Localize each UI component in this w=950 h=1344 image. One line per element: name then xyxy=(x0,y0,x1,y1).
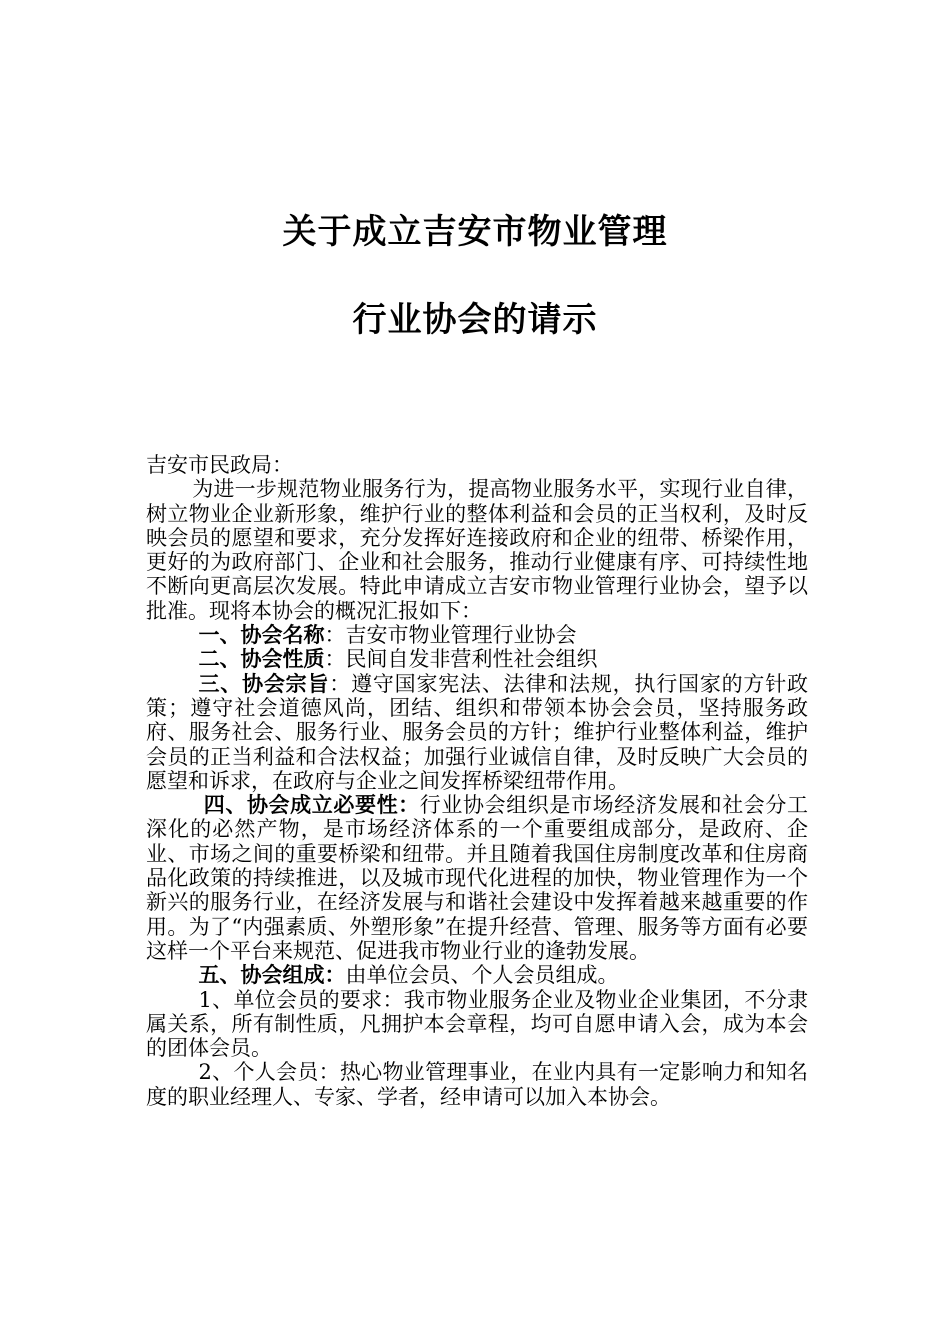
section-text: ：吉安市物业管理行业协会 xyxy=(324,623,577,648)
salutation: 吉安市民政局： xyxy=(146,453,293,477)
section-nature xyxy=(146,647,808,671)
section-text: 由单位会员、个人会员组成。 xyxy=(345,963,619,988)
section-necessity xyxy=(146,793,808,963)
member-requirement-unit: 1、单位会员的要求：我市物业服务企业及物业企业集团，不分隶属关系，所有制性质，凡拥护本会章程，均可自愿申请入会，成为本会的团体会员。 xyxy=(146,987,808,1061)
intro-paragraph: 为进一步规范物业服务行为，提高物业服务水平，实现行业自律，树立物业企业新形象，维护行业的整体利益和会员的正当权利，及时反映会员的愿望和要求，充分发挥好连接政府和企业的纽带、桥梁作用，更好的为政府部门、企业和社会服务，推动行业健康有序、可持续性地不断向更高层次发展。特此申请成立吉安市物业管理行业协会，望予以批准。现将本协会的概况汇报如下： xyxy=(146,477,808,623)
section-text: ：民间自发非营利性社会组织 xyxy=(324,647,598,672)
section-purpose xyxy=(146,672,808,793)
section-heading: 一、协会名称 xyxy=(198,623,325,648)
section-heading: 四、协会成立必要性： xyxy=(203,793,420,818)
section-heading: 五、协会组成： xyxy=(198,963,346,988)
member-requirement-individual: 2、个人会员：热心物业管理事业，在业内具有一定影响力和知名度的职业经理人、专家、学者，经申请可以加入本协会。 xyxy=(146,1060,808,1109)
section-text: 行业协会组织是市场经济发展和社会分工深化的必然产物，是市场经济体系的一个重要组成部分，是政府、企业、市场之间的重要桥梁和纽带。并且随着我国住房制度改革和住房商品化政策的持续推进，以及城市现代化进程的加快，物业管理作为一个新兴的服务行业，在经济发展与和谐社会建设中发挥着越来越重要的作用。为了“内强素质、外塑形象”在提升经营、管理、服务等方面有必要这样一个平台来规范、促进我市物业行业的逢勃发展。 xyxy=(146,793,809,963)
document-title-line-2: 行业协会的请示 xyxy=(352,300,598,340)
document-body xyxy=(146,453,808,1109)
section-name xyxy=(146,623,808,647)
section-composition xyxy=(146,963,808,987)
document-title-line-1: 关于成立吉安市物业管理 xyxy=(282,212,668,252)
section-heading: 三、协会宗旨 xyxy=(198,671,330,696)
section-text: ：遵守国家宪法、法律和法规，执行国家的方针政策；遵守社会道德风尚，团结、组织和带领本协会会员，坚持服务政府、服务社会、服务行业、服务会员的方针；维护行业整体利益，维护会员的正当利益和合法权益；加强行业诚信自律，及时反映广大会员的愿望和诉求，在政府与企业之间发挥桥梁纽带作用。 xyxy=(146,671,809,793)
section-heading: 二、协会性质 xyxy=(198,647,325,672)
